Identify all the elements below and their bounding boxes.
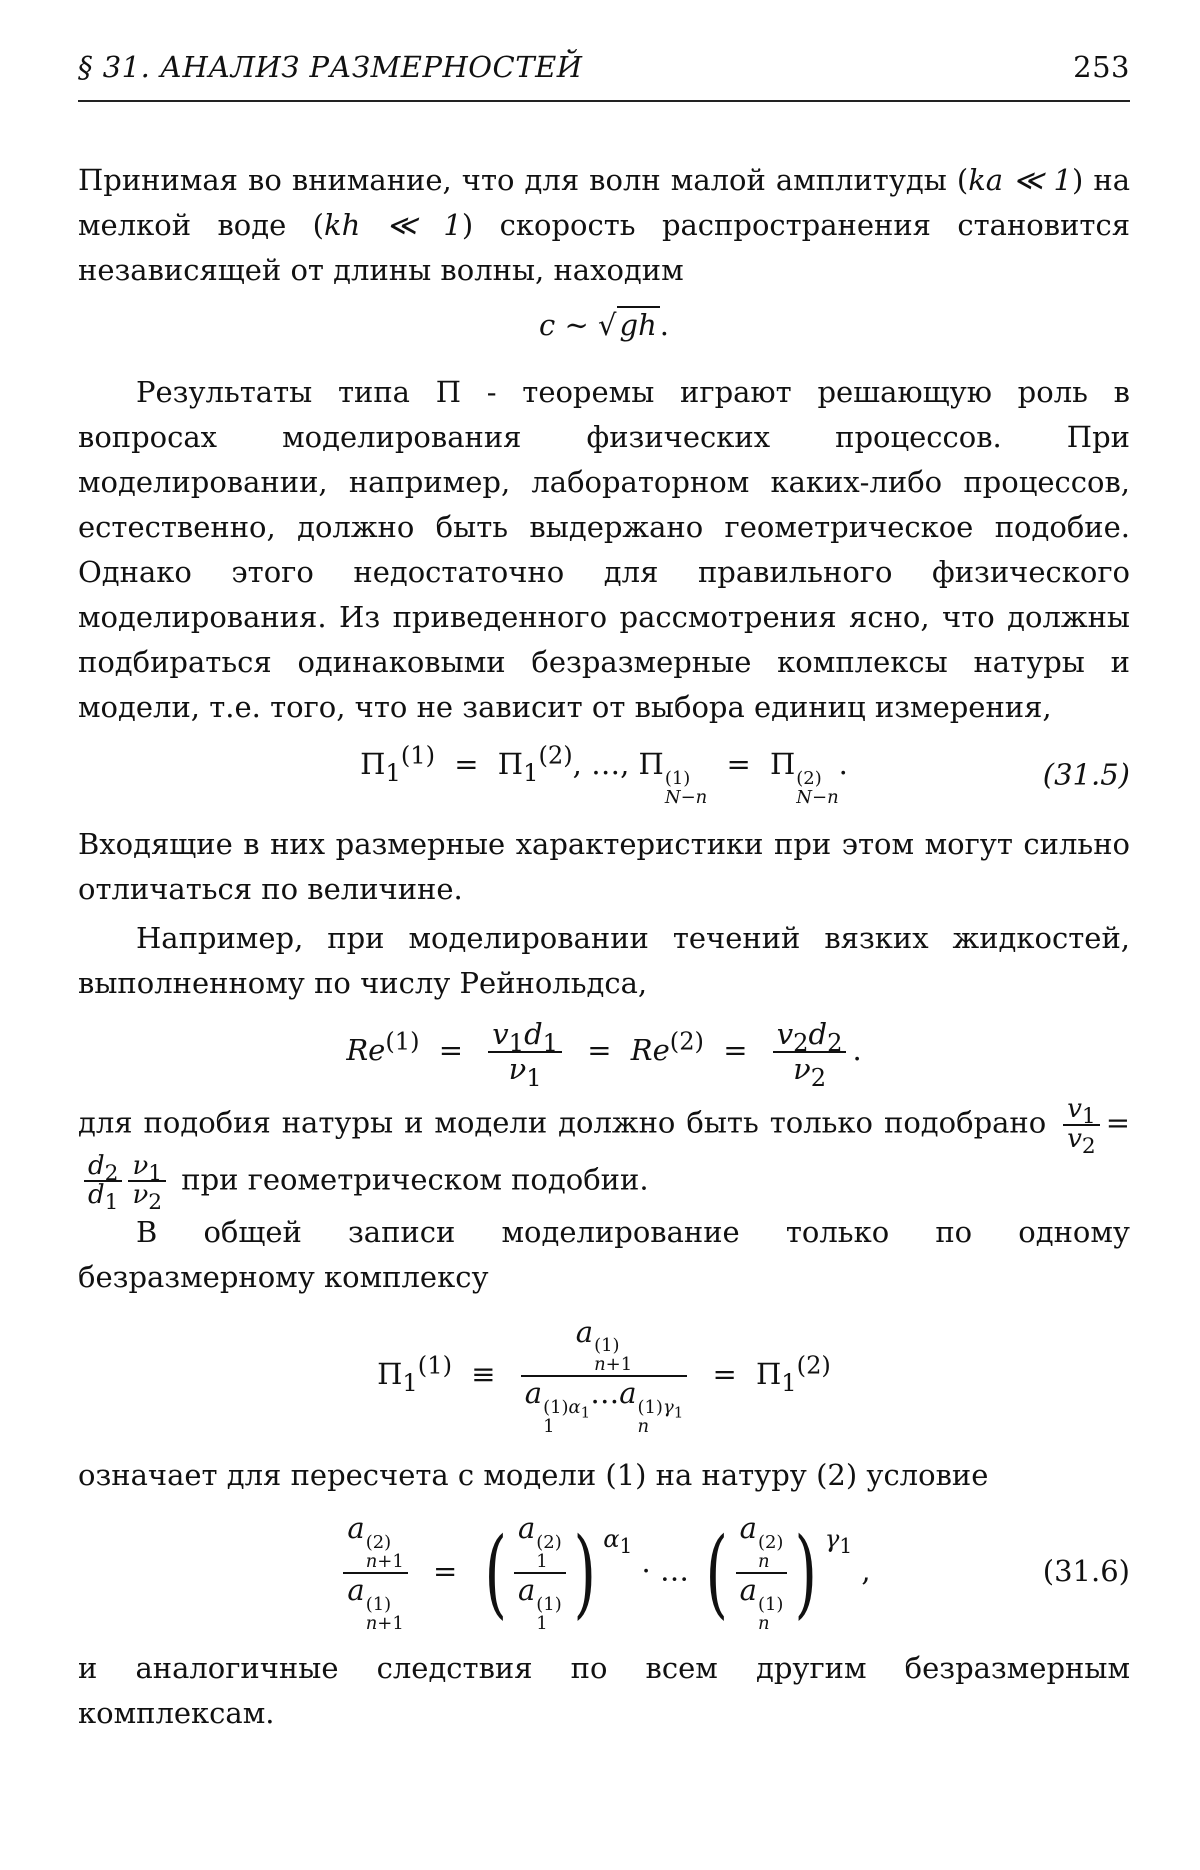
paragraph-5: для подобия натуры и модели должно быть только подобрано $\frac{v_1}{v_2}$ = $\frac{d_2}{d_1}$ $\frac{\nu_1}{\nu_2}$ при геометрическом подобии. (78, 1094, 1131, 1216)
paragraph-8: и аналогичные следствия по всем другим безразмерным комплексам. (78, 1650, 1130, 1730)
equation-single-complex: $\Pi_1^{(1)}$ ≡ a (1) n+1 a $(1)\alpha_1$ 1 …a $(1)\gamma_1$ n = $\Pi_1^{(2)}$ (377, 1314, 831, 1437)
paragraph-2: Результаты типа Π - теоремы играют решающую роль в вопросах моделирования физических процессов. При моделировании, например, лабораторном каких-либо процессов, естественно, должно быть выдержано геометрическое подобие. Однако этого недостаточно для правильного физического моделирования. Из приведенного рассмотрения ясно, что должны подбираться одинаковыми безразмерные комплексы натуры и модели, т.е. того, что не зависит от выбора единиц измерения, (78, 375, 1130, 724)
sqrt-sign: √ (598, 308, 617, 342)
kh-condition: kh ≪ 1 (324, 208, 462, 242)
sqrt-radicand: gh (617, 306, 660, 342)
paragraph-6: В общей записи моделирование только по одному безразмерному комплексу (78, 1214, 1130, 1294)
equation-number-31-6: (31.6) (1042, 1553, 1130, 1588)
equation-number-31-5: (31.5) (1042, 757, 1130, 792)
equation-31-5: $\Pi_1^{(1)} = \Pi_1^{(2)}$, …, Π (1) N−n = Π (2) N−n . (31.5) (360, 741, 1130, 808)
ka-condition: ka ≪ 1 (968, 163, 1073, 197)
equation-31-6: a (2) n+1 a (1) n+1 = ( a (2) 1 a (1) 1 ) $^{\alpha_1}$ · … ( a (2) n a (1) n ) $^{\gamma_1}$ , (31.6) (78, 1506, 1130, 1636)
paragraph-4: Например, при моделировании течений вязких жидкостей, выполненному по числу Рейнольдса, (78, 920, 1130, 1000)
paragraph-1: Принимая во внимание, что для волн малой амплитуды (ka ≪ 1) на мелкой воде (kh ≪ 1) скорость распространения становится независящей от длины волны, находим (78, 163, 1131, 287)
equation-wave-speed: c ∼ √ gh . (539, 308, 669, 342)
page-body (78, 158, 1130, 1736)
fraction-v1-v2: $\frac{v_1}{v_2}$ (1063, 1096, 1099, 1153)
paragraph-3: Входящие в них размерные характеристики при этом могут сильно отличаться по величине. (78, 826, 1130, 906)
paragraph-7: означает для пересчета с модели (1) на натуру (2) условие (78, 1457, 989, 1492)
header-rule (78, 100, 1130, 102)
section-title: § 31. АНАЛИЗ РАЗМЕРНОСТЕЙ (78, 50, 583, 84)
equation-reynolds: Re$^{(1)}$ = $\frac{v_1d_1}{\nu_1}$ = Re$^{(2)}$ = $\frac{v_2d_2}{\nu_2}$ . (346, 1016, 862, 1092)
running-header (78, 50, 1130, 84)
page-number: 253 (1073, 50, 1130, 84)
